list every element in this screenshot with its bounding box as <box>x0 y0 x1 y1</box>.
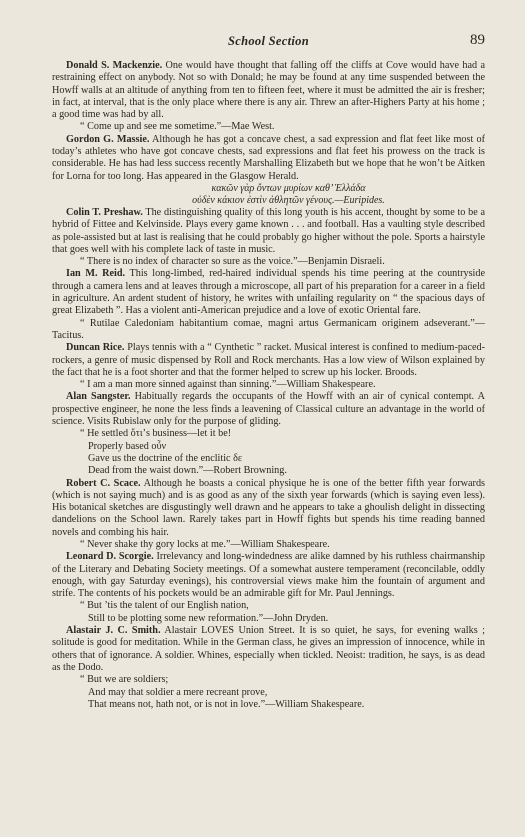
verse-line: And may that soldier a mere recreant prove, <box>88 686 268 698</box>
entry-name: Ian M. Reid. <box>66 268 126 280</box>
entry-scace <box>52 478 485 552</box>
entry-reid <box>52 268 485 342</box>
page-header <box>52 34 485 54</box>
entry-text: Irrelevancy and long-windedness are alike damned by his ruthless chairmanship of the Literary and Debating Society meetings. Of a somewhat austere temperament (reconcilable, oddly enough, with gay Saturday evenings), his controversial views make him the fountain of argument and strife. The contents of his pockets would be an admirable gift for Mr. Paul Jennings. <box>52 551 485 600</box>
verse-line: Dead from the waist down.”—Robert Browning. <box>88 465 287 477</box>
greek-quote-line-2: οὐδὲν κάκιον ἐστὶν ἀθλητῶν γένους.—Euripides. <box>192 194 385 206</box>
entry-text: This long-limbed, red-haired individual spends his time peering at the countryside through a camera lens and at leaves through a microscope, all part of his preparation for a career in a field in agriculture. An ardent student of history, he writes with unfailing regularity on “ the spacious days of great Elizabeth ”. Has a violent anti-American prejudice and a love of exotic Oriental fare. <box>52 268 485 317</box>
entry-quote: “ Never shake thy gory locks at me.”—William Shakespeare. <box>80 538 330 550</box>
entry-mackenzie <box>52 60 485 134</box>
entry-name: Alastair J. C. Smith. <box>66 625 161 637</box>
entry-quote: “ There is no index of character so sure as the voice.”—Benjamin Disraeli. <box>80 256 385 268</box>
entry-quote: “ Rutilae Caledoniam habitantium comae, magni artus Germanicam originem adseverant.”—Tacitus. <box>52 317 485 341</box>
verse-quote <box>52 428 485 477</box>
greek-quote-line-1: κακῶν γὰρ ὄντων μυρίων καθ’ Ἑλλάδα <box>211 182 366 194</box>
entry-preshaw <box>52 207 485 268</box>
entry-sangster <box>52 391 485 477</box>
entry-name: Duncan Rice. <box>66 342 125 354</box>
page-number: 89 <box>470 32 485 48</box>
entry-rice <box>52 342 485 391</box>
entry-quote: “ Come up and see me sometime.”—Mae West. <box>80 121 275 133</box>
entry-quote: “ I am a man more sinned against than sinning.”—William Shakespeare. <box>80 379 376 391</box>
entry-text: Alastair LOVES Union Street. It is so quiet, he says, for evening walks ; solitude is good for meditation. While in the German class, he gives an impression of innocence, while in others that of ignorance. A soldier. Whines, especially when tickled. Neoist: tradition, he says, is as dead as the Dodo. <box>52 625 485 673</box>
verse-line: Still to be plotting some new reformation.”—John Dryden. <box>88 612 329 624</box>
verse-quote <box>52 600 485 625</box>
entry-name: Alan Sangster. <box>66 391 131 403</box>
entry-text: Plays tennis with a “ Cynthetic ” racket. Musical interest is confined to medium-paced-rockers, a genre of music dispensed by Roll and Rock merchants. Has a low view of Wilson explained by the fact that he is a foot shorter and that the former helped to screw up his locker. Broods. <box>52 342 485 378</box>
entry-text: The distinguishing quality of this long youth is his accent, thought by some to be a hybrid of Fittee and Kelvinside. Plays every game known . . . and football. Has a vaulting style described as pole-assisted but at last is realising that he could probably go higher without the pole. Sports a hairstyle that goes well with his complete lack of taste in music. <box>52 206 485 255</box>
entry-text: Although he has got a concave chest, a sad expression and flat feet like most of today’s athletes who have got concave chests, sad expressions and flat feet his prowess on the track is considerable. He has had less success recently Marshalling Elizabeth but we hope that he won’t be Aitken for Lorna for too long. Has appeared in the Glasgow Herald. <box>52 133 485 182</box>
entry-massie <box>52 134 485 207</box>
entry-text: Habitually regards the occupants of the Howff with an air of cynical contempt. A prospective engineer, he none the less finds a leavening of Classical culture an advantage in the world of science. Visits Rubislaw only for the purpose of gliding. <box>52 391 485 428</box>
entry-smith <box>52 625 485 711</box>
verse-line: Gave us the doctrine of the enclitic δε <box>88 452 243 464</box>
verse-line: “ But we are soldiers; <box>80 674 169 686</box>
entry-scorgie <box>52 551 485 625</box>
verse-line: That means not, hath not, or is not in love.”—William Shakespeare. <box>88 698 365 710</box>
verse-line: “ He settled ὅτι’s business—let it be! <box>80 428 232 440</box>
entry-name: Robert C. Scace. <box>66 477 141 489</box>
entry-name: Donald S. Mackenzie. <box>66 60 163 71</box>
entry-text: One would have thought that falling off the cliffs at Cove would have had a restraining effect on anybody. Not so with Donald; he may be found at any time suspended between the Howff walls at an altitude of anything from ten to fifteen feet, where it must be admitted the air is fresher; in fact, at interval, that is the only place where there is any air. Threw an after-Highers Party at his home ; a good time was had by all. <box>52 60 485 121</box>
verse-line: Properly based οὖν <box>88 440 167 452</box>
verse-line: “ But ’tis the talent of our English nation, <box>80 600 249 612</box>
entry-name: Leonard D. Scorgie. <box>66 551 154 563</box>
entry-name: Gordon G. Massie. <box>66 133 150 145</box>
verse-quote <box>52 674 485 711</box>
entry-text: Although he boasts a conical physique he is one of the better fifth year forwards (which is not saying much) and is as good as any of the sixth year forwards (which is saying even less). His botanical sketches are disgustingly well drawn and he appears to take a ghoulish delight in dissecting dandelions on the School lawn. Rarely takes part in Howff fights but spends his time reading banned novels and combing his hair. <box>52 477 486 538</box>
entry-name: Colin T. Preshaw. <box>66 206 143 218</box>
section-title: School Section <box>228 34 309 48</box>
